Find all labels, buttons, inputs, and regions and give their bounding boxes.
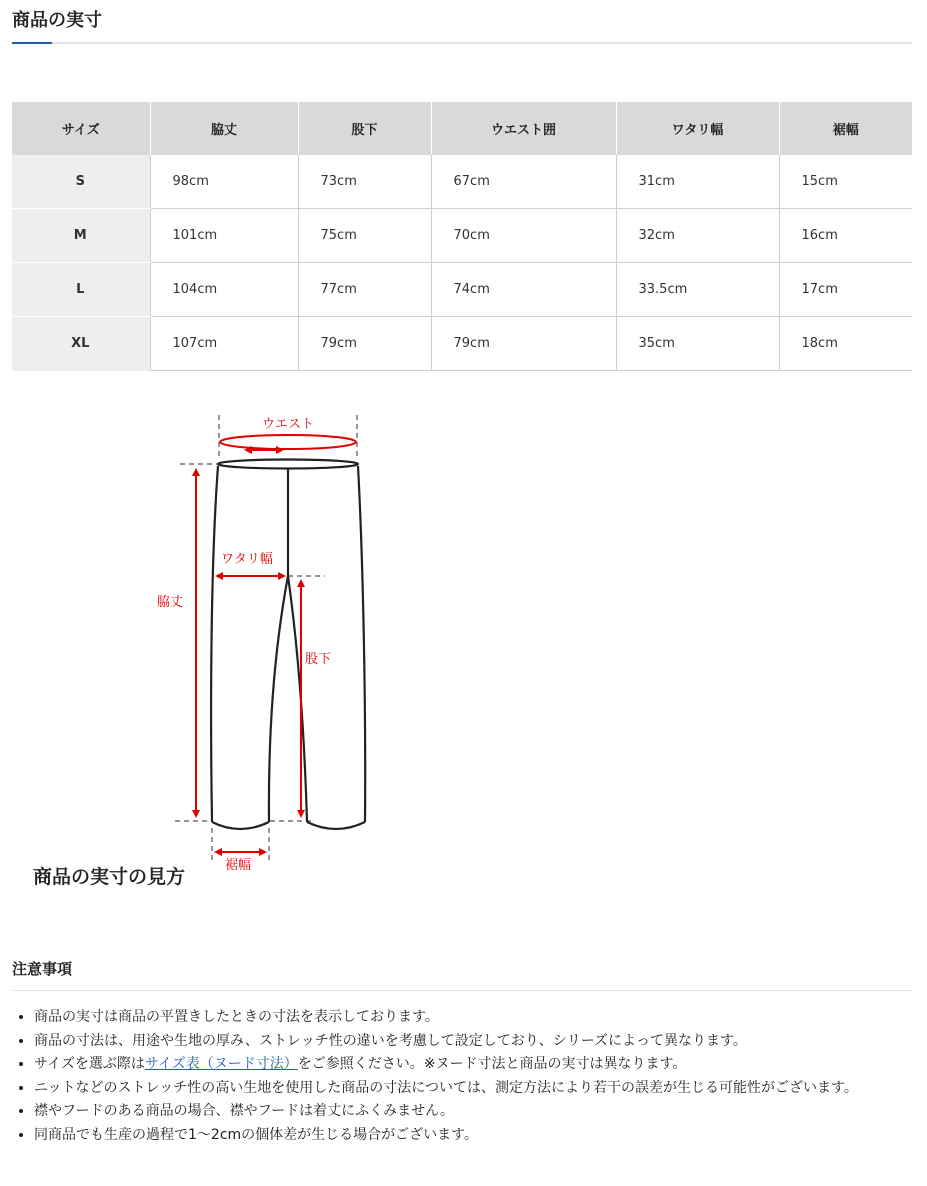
label-hem: 裾幅	[225, 858, 252, 873]
table-cell: 32cm	[616, 209, 779, 263]
section-title: 商品の実寸	[12, 10, 102, 31]
table-row	[12, 317, 912, 371]
size-chart-link[interactable]: サイズ表（ヌード寸法）	[144, 1056, 298, 1072]
size-label: S	[12, 155, 150, 209]
notes-list	[14, 1006, 914, 1147]
label-waist: ウエスト	[262, 417, 315, 432]
note-text: サイズを選ぶ際は	[34, 1056, 145, 1072]
guide-lines	[175, 415, 357, 860]
table-cell: 107cm	[150, 317, 298, 371]
title-divider-accent	[12, 42, 52, 44]
title-divider	[12, 42, 912, 44]
diagram-caption: 商品の実寸の見方	[33, 866, 186, 888]
table-cell: 31cm	[616, 155, 779, 209]
notes-divider	[12, 990, 912, 991]
size-label: XL	[12, 317, 150, 371]
table-cell: 104cm	[150, 263, 298, 317]
size-label: M	[12, 209, 150, 263]
list-item: • ニットなどのストレッチ性の高い生地を使用した商品の寸法については、測定方法により若干の誤差が生じる可能性がございます。	[34, 1077, 914, 1101]
list-item: • 商品の寸法は、用途や生地の厚み、ストレッチ性の違いを考慮して設定しており、シリーズによって異なります。	[34, 1030, 914, 1054]
table-cell: 77cm	[298, 263, 431, 317]
pants-measurement-diagram	[0, 400, 420, 873]
table-row	[12, 209, 912, 263]
table-cell: 35cm	[616, 317, 779, 371]
table-cell: 18cm	[779, 317, 912, 371]
table-cell: 67cm	[431, 155, 616, 209]
measure-lines	[196, 435, 356, 852]
pants-outline	[211, 460, 365, 830]
table-cell: 70cm	[431, 209, 616, 263]
header-thigh: ワタリ幅	[616, 102, 779, 155]
table-cell: 16cm	[779, 209, 912, 263]
label-thigh: ワタリ幅	[221, 552, 273, 567]
table-cell: 33.5cm	[616, 263, 779, 317]
table-cell: 79cm	[298, 317, 431, 371]
table-cell: 15cm	[779, 155, 912, 209]
table-cell: 98cm	[150, 155, 298, 209]
table-cell: 75cm	[298, 209, 431, 263]
list-item: • 商品の実寸は商品の平置きしたときの寸法を表示しております。	[34, 1006, 914, 1030]
table-cell: 101cm	[150, 209, 298, 263]
header-side-length: 脇丈	[150, 102, 298, 155]
list-item: • 同商品でも生産の過程で1～2cmの個体差が生じる場合がございます。	[34, 1124, 914, 1148]
list-item: • 襟やフードのある商品の場合、襟やフードは着丈にふくみません。	[34, 1100, 914, 1124]
size-table	[12, 102, 912, 371]
list-item	[34, 1053, 914, 1077]
label-inseam: 股下	[305, 652, 332, 667]
header-inseam: 股下	[298, 102, 431, 155]
table-header-row	[12, 102, 912, 155]
header-size: サイズ	[12, 102, 150, 155]
table-cell: 73cm	[298, 155, 431, 209]
table-cell: 17cm	[779, 263, 912, 317]
table-row	[12, 263, 912, 317]
table-cell: 79cm	[431, 317, 616, 371]
notes-heading: 注意事項	[12, 960, 73, 978]
header-waist: ウエスト囲	[431, 102, 616, 155]
label-side-length: 脇丈	[157, 595, 184, 610]
header-hem: 裾幅	[779, 102, 912, 155]
size-label: L	[12, 263, 150, 317]
table-row	[12, 155, 912, 209]
note-text: をご参照ください。※ヌード寸法と商品の実寸は異なります。	[297, 1056, 687, 1072]
table-cell: 74cm	[431, 263, 616, 317]
